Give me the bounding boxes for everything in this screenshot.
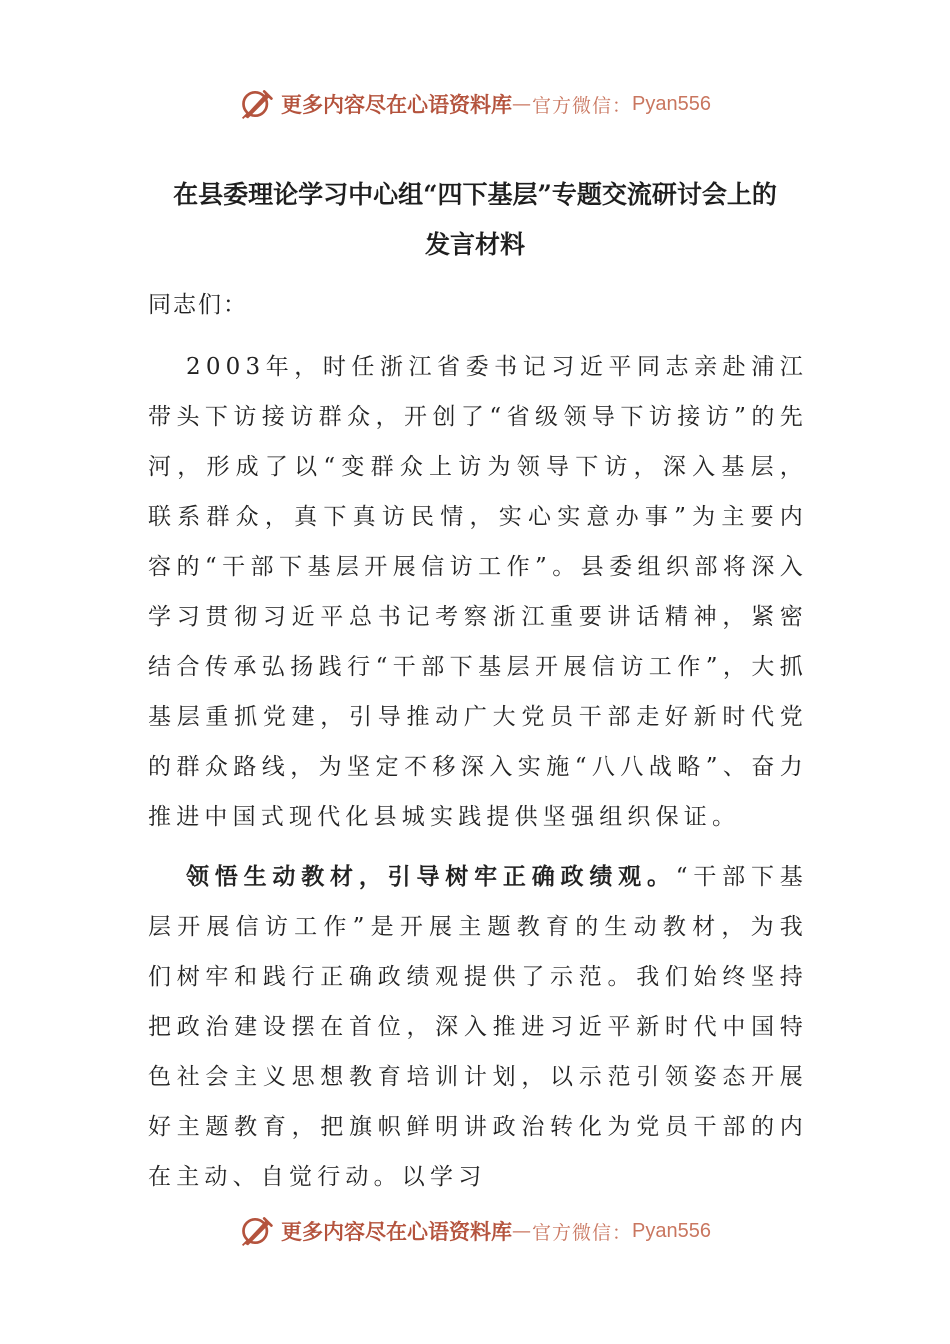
document-title-line1: 在县委理论学习中心组“四下基层”专题交流研讨会上的: [173, 180, 777, 209]
watermark-dash: —: [512, 1220, 532, 1242]
document-title-line2: 发言材料: [424, 230, 525, 259]
paragraph-2-body: “干部下基层开展信访工作”是开展主题教育的生动教材，为我们树牢和践行正确政绩观提供了示范。我们始终坚持把政治建设摆在首位，深入推进习近平新时代中国特色社会主义思想教育培训计划，以示范引领姿态开展好主题教育，把旗帜鲜明讲政治转化为党员干部的内在主动、自觉行动。以学习: [148, 864, 808, 1190]
watermark-header: [0, 84, 950, 124]
watermark-footer: [0, 1211, 950, 1251]
watermark-dash: —: [512, 93, 532, 115]
paragraph-2-lead: 领悟生动教材，引导树牢正确政绩观。: [186, 863, 676, 890]
watermark-label: 官方微信：: [532, 1221, 633, 1244]
watermark-wechat-id: Pyan556: [632, 1219, 711, 1242]
salutation: 同志们：: [148, 292, 248, 318]
paragraph-2: [148, 852, 808, 1202]
watermark-main-text: 更多内容尽在心语资料库: [281, 92, 512, 117]
pen-logo-icon: [239, 86, 275, 122]
watermark-label: 官方微信：: [532, 94, 633, 117]
document-body: [148, 280, 808, 1202]
watermark-main-text: 更多内容尽在心语资料库: [281, 1219, 512, 1244]
paragraph-1: 2003年，时任浙江省委书记习近平同志亲赴浦江带头下访接访群众，开创了“省级领导下访接访”的先河，形成了以“变群众上访为领导下访，深入基层，联系群众，真下真访民情，实心实意办事”为主要内容的“干部下基层开展信访工作”。县委组织部将深入学习贯彻习近平总书记考察浙江重要讲话精神，紧密结合传承弘扬践行“干部下基层开展信访工作”，大抓基层重抓党建，引导推动广大党员干部走好新时代党的群众路线，为坚定不移深入实施“八八战略”、奋力推进中国式现代化县城实践提供坚强组织保证。: [148, 354, 808, 830]
watermark-wechat-id: Pyan556: [632, 92, 711, 115]
pen-logo-icon: [239, 1213, 275, 1249]
